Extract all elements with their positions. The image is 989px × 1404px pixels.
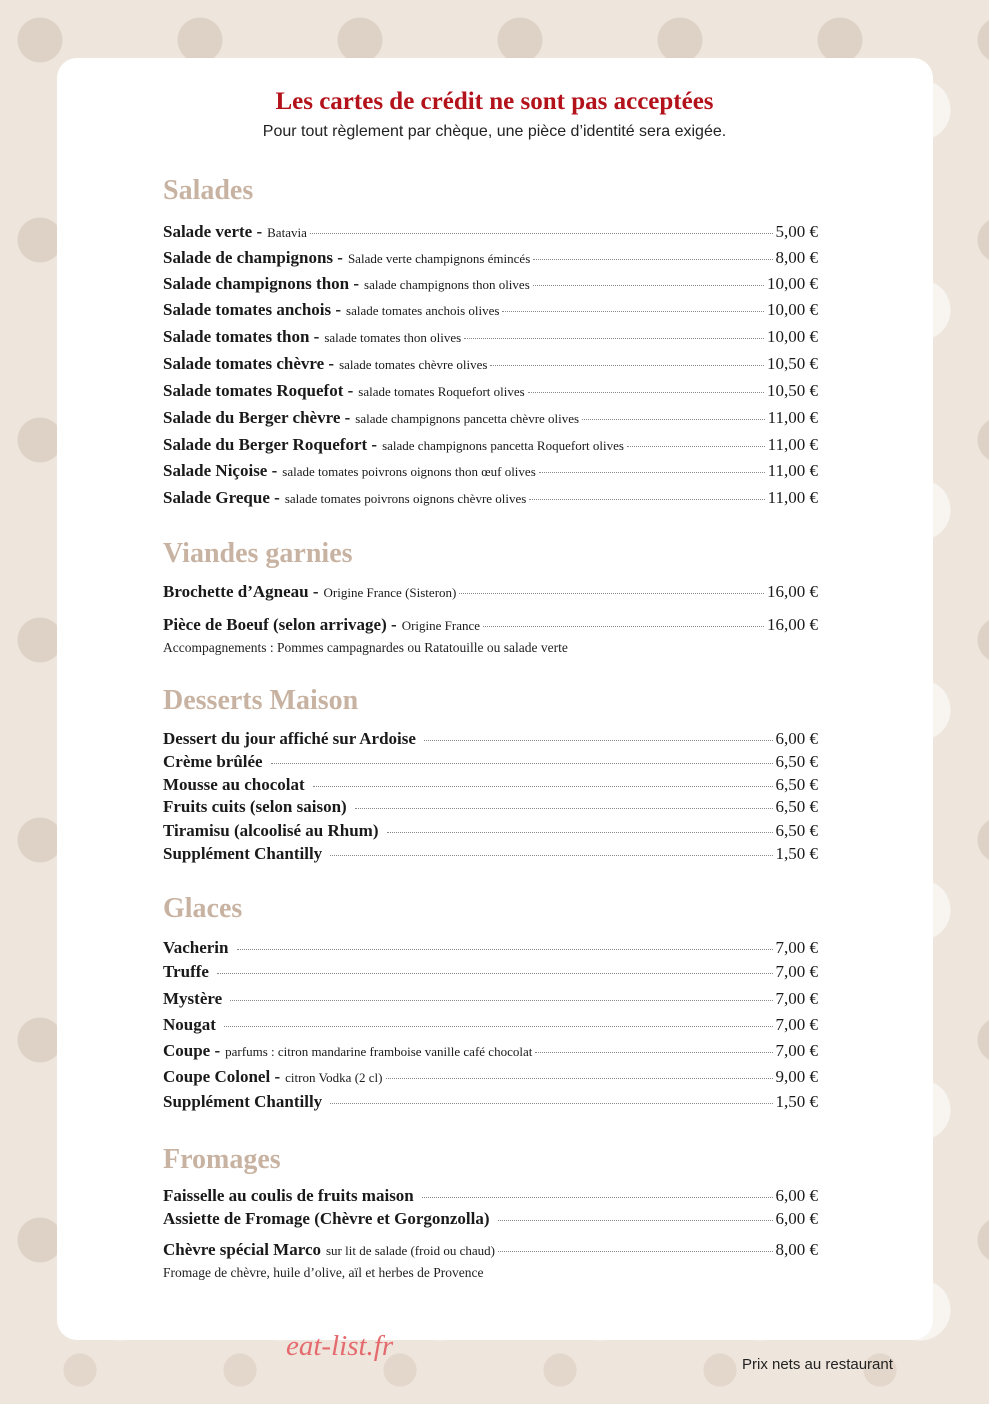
leader-dots: [502, 311, 764, 312]
menu-item: [163, 1067, 818, 1087]
item-description: salade tomates anchois olives: [346, 303, 500, 318]
item-name: Salade tomates thon -: [163, 327, 320, 346]
item-name: Tiramisu (alcoolisé au Rhum): [163, 821, 379, 840]
menu-item: [163, 1209, 818, 1229]
menu-item: [163, 435, 818, 455]
item-price: 6,50 €: [775, 752, 818, 771]
menu-item: [163, 615, 818, 635]
leader-dots: [582, 419, 765, 420]
section-title-fromages: Fromages: [163, 1144, 281, 1175]
menu-item: [163, 844, 818, 864]
leader-dots: [386, 1078, 773, 1079]
item-description: citron Vodka (2 cl): [285, 1070, 383, 1085]
item-price: 16,00 €: [767, 582, 818, 601]
menu-item: [163, 1186, 818, 1206]
item-price: 1,50 €: [775, 844, 818, 863]
leader-dots: [230, 1000, 772, 1001]
item-name: Brochette d’Agneau -: [163, 582, 319, 601]
item-price: 10,50 €: [767, 354, 818, 373]
item-name: Nougat: [163, 1015, 216, 1034]
item-name: Chèvre spécial Marco: [163, 1240, 321, 1259]
item-price: 1,50 €: [775, 1092, 818, 1111]
item-description: salade champignons thon olives: [364, 277, 530, 292]
item-description: Origine France (Sisteron): [323, 585, 457, 600]
item-description: salade champignons pancetta Roquefort olives: [382, 438, 624, 453]
item-name: Salade de champignons -: [163, 248, 343, 267]
item-price: 6,50 €: [775, 797, 818, 816]
item-description: Salade verte champignons émincés: [347, 251, 531, 266]
item-name: Salade tomates chèvre -: [163, 354, 335, 373]
cheese-note: Fromage de chèvre, huile d’olive, aïl et herbes de Provence: [163, 1265, 484, 1280]
watermark-logo: eat-list.fr: [286, 1330, 394, 1362]
item-description: salade champignons pancetta chèvre olives: [355, 411, 580, 426]
leader-dots: [310, 233, 773, 234]
menu-item: [163, 461, 818, 481]
section-title-glaces: Glaces: [163, 893, 243, 924]
menu-item: [163, 1015, 818, 1035]
item-price: 8,00 €: [775, 1240, 818, 1259]
menu-item: [163, 327, 818, 347]
item-price: 8,00 €: [775, 248, 818, 267]
leader-dots: [498, 1251, 773, 1252]
item-description: salade tomates Roquefort olives: [358, 384, 525, 399]
item-price: 6,00 €: [775, 729, 818, 748]
payment-notice-subtitle: Pour tout règlement par chèque, une pièce d’identité sera exigée.: [262, 123, 727, 140]
item-price: 7,00 €: [775, 962, 818, 981]
item-name: Salade tomates anchois -: [163, 300, 342, 319]
item-price: 10,50 €: [767, 381, 818, 400]
leader-dots: [355, 808, 773, 809]
item-description: salade tomates thon olives: [324, 330, 462, 345]
menu-item: [163, 274, 818, 294]
leader-dots: [539, 472, 765, 473]
item-name: Mousse au chocolat: [163, 775, 305, 794]
leader-dots: [533, 285, 764, 286]
menu-item: [163, 938, 818, 958]
item-price: 6,00 €: [775, 1186, 818, 1205]
section-title-viandes: Viandes garnies: [163, 538, 353, 569]
leader-dots: [422, 1197, 773, 1198]
leader-dots: [535, 1052, 772, 1053]
item-price: 6,00 €: [775, 1209, 818, 1228]
item-price: 7,00 €: [775, 989, 818, 1008]
item-price: 16,00 €: [767, 615, 818, 634]
item-name: Salade tomates Roquefot -: [163, 381, 354, 400]
leader-dots: [533, 259, 772, 260]
payment-notice-title: Les cartes de crédit ne sont pas acceptées: [275, 88, 714, 115]
leader-dots: [217, 973, 773, 974]
leader-dots: [464, 338, 764, 339]
menu-item: [163, 752, 818, 772]
item-price: 10,00 €: [767, 300, 818, 319]
item-price: 11,00 €: [767, 408, 818, 427]
menu-item: [163, 962, 818, 982]
item-name: Supplément Chantilly: [163, 1092, 323, 1111]
leader-dots: [498, 1220, 773, 1221]
menu-item: [163, 1092, 818, 1112]
menu-item: [163, 248, 818, 268]
menu-item: [163, 1041, 818, 1061]
item-name: Salade Greque -: [163, 488, 280, 507]
item-description: salade tomates poivrons oignons thon œuf olives: [282, 464, 536, 479]
item-price: 11,00 €: [767, 488, 818, 507]
item-name: Salade verte -: [163, 222, 263, 241]
leader-dots: [387, 832, 773, 833]
menu-item: [163, 821, 818, 841]
menu-item: [163, 729, 818, 749]
item-description: Origine France: [401, 618, 481, 633]
menu-item: [163, 300, 818, 320]
item-name: Dessert du jour affiché sur Ardoise: [163, 729, 416, 748]
menu-item: [163, 381, 818, 401]
item-name: Supplément Chantilly: [163, 844, 323, 863]
leader-dots: [529, 499, 764, 500]
item-name: Salade Niçoise -: [163, 461, 278, 480]
item-price: 10,00 €: [767, 274, 818, 293]
leader-dots: [424, 740, 773, 741]
item-price: 11,00 €: [767, 461, 818, 480]
menu-item: [163, 775, 818, 795]
item-name: Truffe: [163, 962, 209, 981]
item-price: 9,00 €: [775, 1067, 818, 1086]
item-name: Coupe Colonel -: [163, 1067, 281, 1086]
footer-note: Prix nets au restaurant: [742, 1356, 893, 1373]
item-name: Crème brûlée: [163, 752, 263, 771]
leader-dots: [490, 365, 764, 366]
menu-item: [163, 408, 818, 428]
leader-dots: [224, 1026, 773, 1027]
item-description: Batavia: [267, 225, 307, 240]
item-name: Assiette de Fromage (Chèvre et Gorgonzolla): [163, 1209, 490, 1228]
item-name: Vacherin: [163, 938, 229, 957]
item-name: Pièce de Boeuf (selon arrivage) -: [163, 615, 397, 634]
leader-dots: [237, 949, 773, 950]
leader-dots: [528, 392, 764, 393]
menu-item: [163, 488, 818, 508]
menu-item: [163, 797, 818, 817]
leader-dots: [330, 1103, 772, 1104]
item-price: 7,00 €: [775, 938, 818, 957]
menu-item: [163, 1240, 818, 1260]
item-price: 11,00 €: [767, 435, 818, 454]
item-name: Salade du Berger Roquefort -: [163, 435, 378, 454]
leader-dots: [330, 855, 772, 856]
section-title-desserts: Desserts Maison: [163, 685, 359, 716]
leader-dots: [627, 446, 765, 447]
item-name: Salade champignons thon -: [163, 274, 360, 293]
item-description: salade tomates poivrons oignons chèvre olives: [284, 491, 527, 506]
item-name: Coupe -: [163, 1041, 221, 1060]
item-description: parfums : citron mandarine framboise vanille café chocolat: [225, 1044, 533, 1059]
menu-item: [163, 582, 818, 602]
item-price: 6,50 €: [775, 775, 818, 794]
item-description: salade tomates chèvre olives: [339, 357, 488, 372]
item-name: Faisselle au coulis de fruits maison: [163, 1186, 414, 1205]
item-name: Fruits cuits (selon saison): [163, 797, 347, 816]
item-price: 7,00 €: [775, 1015, 818, 1034]
menu-item: [163, 222, 818, 242]
item-price: 7,00 €: [775, 1041, 818, 1060]
menu-item: [163, 354, 818, 374]
item-price: 5,00 €: [775, 222, 818, 241]
section-title-salades: Salades: [163, 175, 254, 206]
item-name: Salade du Berger chèvre -: [163, 408, 351, 427]
accompaniments-note: Accompagnements : Pommes campagnardes ou Ratatouille ou salade verte: [163, 640, 568, 655]
item-price: 10,00 €: [767, 327, 818, 346]
leader-dots: [313, 786, 773, 787]
item-description: sur lit de salade (froid ou chaud): [326, 1243, 495, 1258]
leader-dots: [483, 626, 764, 627]
item-name: Mystère: [163, 989, 223, 1008]
leader-dots: [271, 763, 773, 764]
item-price: 6,50 €: [775, 821, 818, 840]
leader-dots: [459, 593, 764, 594]
menu-item: [163, 989, 818, 1009]
